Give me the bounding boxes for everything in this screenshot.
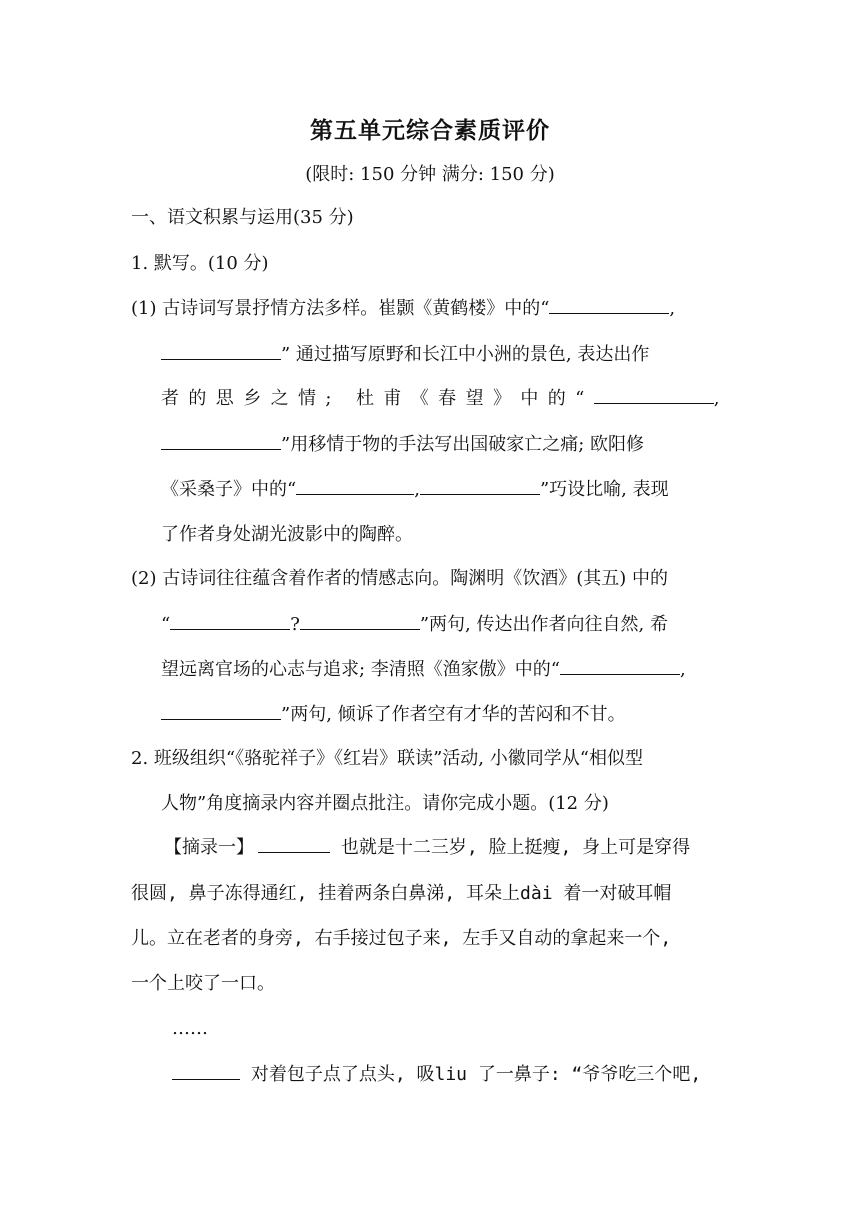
q1-2-line-3: 望远离官场的心志与追求; 李清照《渔家傲》中的“ , bbox=[161, 656, 686, 684]
answer-blank[interactable] bbox=[172, 1061, 240, 1080]
q1-2-line-2: “ ? ”两句, 传达出作者向往自然, 希 bbox=[161, 611, 668, 639]
excerpt-ellipsis: …… bbox=[172, 1018, 208, 1039]
answer-blank[interactable] bbox=[161, 431, 281, 450]
excerpt-label: 【摘录一】 bbox=[164, 837, 254, 858]
answer-blank[interactable] bbox=[549, 295, 669, 314]
excerpt-line-1: 【摘录一】 也就是十二三岁, 脸上挺瘦, 身上可是穿得 bbox=[164, 834, 690, 862]
excerpt-line-2: 很圆, 鼻子冻得通红, 挂着两条白鼻涕, 耳朵上dài 着一对破耳帽 bbox=[131, 883, 672, 904]
section-heading: 一、语文积累与运用(35 分) bbox=[131, 207, 354, 228]
answer-blank[interactable] bbox=[161, 341, 281, 360]
answer-blank[interactable] bbox=[258, 834, 330, 853]
answer-blank[interactable] bbox=[170, 611, 290, 630]
answer-blank[interactable] bbox=[560, 656, 680, 675]
answer-blank[interactable] bbox=[594, 385, 714, 404]
excerpt-line-5: 对着包子点了点头, 吸liu 了一鼻子: “爷爷吃三个吧, bbox=[172, 1061, 701, 1089]
answer-blank[interactable] bbox=[161, 701, 281, 720]
question-2-line-1: 2. 班级组织“《骆驼祥子》《红岩》联读”活动, 小徽同学从“相似型 bbox=[131, 748, 643, 769]
excerpt-line-3: 儿。立在老者的身旁, 右手接过包子来, 左手又自动的拿起来一个, bbox=[131, 928, 672, 949]
q1-1-line-4: ”用移情于物的手法写出国破家亡之痛; 欧阳修 bbox=[161, 431, 644, 459]
answer-blank[interactable] bbox=[300, 611, 420, 630]
answer-blank[interactable] bbox=[420, 476, 540, 495]
excerpt-line-4: 一个上咬了一口。 bbox=[131, 973, 275, 994]
question-2-line-2: 人物”角度摘录内容并圈点批注。请你完成小题。(12 分) bbox=[161, 793, 609, 814]
q1-2-line-1: (2) 古诗词往往蕴含着作者的情感志向。陶渊明《饮酒》(其五) 中的 bbox=[131, 568, 668, 589]
q1-2-line-4: ”两句, 倾诉了作者空有才华的苦闷和不甘。 bbox=[161, 701, 626, 729]
q1-1-line-6: 了作者身处湖光波影中的陶醉。 bbox=[161, 524, 413, 545]
page-title: 第五单元综合素质评价 bbox=[310, 118, 550, 144]
q1-1-line-2: ” 通过描写原野和长江中小洲的景色, 表达出作 bbox=[161, 341, 649, 369]
q1-1-line-3: 者的思乡之情; 杜甫《春望》中的“ , bbox=[161, 385, 720, 413]
time-score-info: (限时: 150 分钟 满分: 150 分) bbox=[305, 164, 555, 185]
answer-blank[interactable] bbox=[296, 476, 414, 495]
question-1-heading: 1. 默写。(10 分) bbox=[131, 253, 269, 274]
q1-1-line-5: 《采桑子》中的“ , ”巧设比喻, 表现 bbox=[161, 476, 669, 504]
q1-1-line-1: (1) 古诗词写景抒情方法多样。崔颢《黄鹤楼》中的“ , bbox=[131, 295, 675, 323]
